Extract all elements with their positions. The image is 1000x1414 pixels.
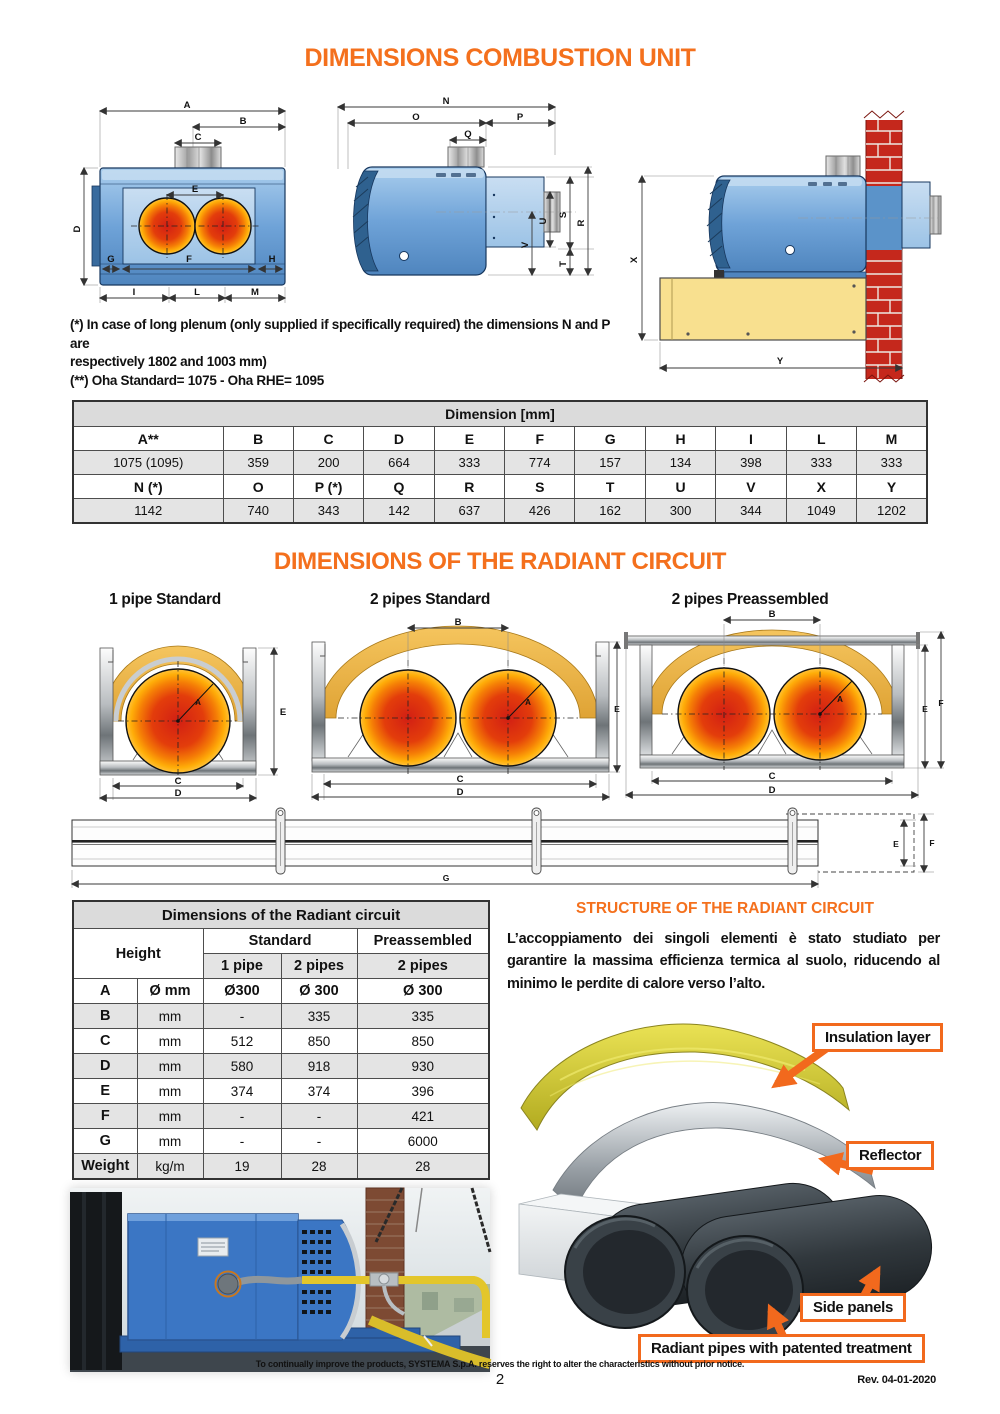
dim-label-e: E	[614, 704, 620, 714]
installation-drawing	[628, 98, 943, 390]
dim-label-o: O	[412, 112, 420, 123]
channel-right	[596, 642, 609, 761]
dim-label-m: M	[251, 287, 259, 298]
cell: E	[434, 427, 504, 451]
pipe-run-drawing	[58, 800, 946, 892]
cell: E	[73, 1079, 137, 1104]
cell: mm	[137, 1104, 203, 1129]
cell: G	[73, 1129, 137, 1154]
pipe-bore-right	[705, 1250, 793, 1330]
cell: 850	[281, 1029, 357, 1054]
cell: Dimensions of the Radiant circuit	[73, 901, 489, 929]
side-view-drawing	[318, 95, 603, 310]
hanger	[788, 808, 797, 874]
dim-label-d: D	[768, 785, 776, 796]
section-2pipes-standard	[298, 612, 623, 804]
cell: Ø 300	[357, 979, 489, 1004]
cell: A	[73, 979, 137, 1004]
cell: X	[786, 475, 856, 499]
dim-label-h: H	[268, 254, 276, 265]
table-row	[73, 1154, 489, 1180]
cell: I	[716, 427, 786, 451]
dim-label-v: V	[520, 241, 531, 249]
cell: 343	[293, 499, 363, 524]
table-row	[73, 901, 489, 929]
structure-paragraph: L’accoppiamento dei singoli elementi è stato studiato per garantire la massima efficienza termica al suolo, riducendo al minimo le perdite di calore verso l’alto.	[507, 931, 940, 992]
channel-left	[640, 645, 652, 755]
cover-flange-right	[916, 632, 920, 649]
cell: P (*)	[293, 475, 363, 499]
cell: 335	[281, 1004, 357, 1029]
dim-label-f: F	[938, 698, 944, 708]
label-2pipes-standard: 2 pipes Standard	[369, 591, 491, 608]
channel-bottom	[312, 758, 609, 772]
cell: C	[73, 1029, 137, 1054]
cell: Ø300	[203, 979, 281, 1004]
dim-label-s: S	[558, 211, 569, 219]
installation-photo	[70, 1188, 490, 1372]
drain-port	[786, 246, 795, 255]
unit-body	[716, 176, 866, 272]
title-structure: STRUCTURE OF THE RADIANT CIRCUIT	[576, 900, 874, 917]
cell: G	[575, 427, 645, 451]
dim-label-e: E	[893, 839, 899, 849]
table-row	[73, 475, 927, 499]
cell: Y	[857, 475, 927, 499]
cell: 359	[223, 451, 293, 475]
cell: R	[434, 475, 504, 499]
cell: 1202	[857, 499, 927, 524]
table-row	[73, 1129, 489, 1154]
dim-label-a: A	[195, 698, 201, 707]
cell: mm	[137, 1129, 203, 1154]
radiant-circuit-table	[72, 900, 490, 1180]
cell: mm	[137, 1004, 203, 1029]
cell: 28	[357, 1154, 489, 1180]
pipe-flange	[218, 1274, 238, 1294]
cell: 333	[857, 451, 927, 475]
cell: -	[281, 1104, 357, 1129]
section-2pipes-preassembled	[616, 606, 948, 806]
side-flange	[92, 186, 100, 266]
cell: F	[73, 1104, 137, 1129]
cell: 200	[293, 451, 363, 475]
structure-illustration	[505, 1010, 945, 1382]
cell: 19	[203, 1154, 281, 1180]
cell: 333	[786, 451, 856, 475]
hanger	[532, 808, 541, 874]
dim-label-t: T	[558, 261, 569, 267]
dim-label-d: D	[72, 225, 83, 233]
dim-label-a: A	[525, 698, 531, 707]
dim-label-b: B	[768, 609, 776, 620]
cell: 2 pipes	[281, 954, 357, 979]
revision-label: Rev. 04-01-2020	[857, 1374, 936, 1386]
table-row	[73, 427, 927, 451]
dim-label-c: C	[768, 771, 776, 782]
cell: Height	[73, 929, 203, 979]
dim-label-q: Q	[464, 129, 472, 140]
callout-side-panels: Side panels	[800, 1293, 906, 1322]
dim-label-g: G	[442, 873, 450, 883]
channel-right	[892, 645, 904, 755]
pipe-bore-left	[583, 1230, 675, 1314]
exploded-view	[505, 1010, 945, 1382]
dim-label-g: G	[107, 254, 115, 265]
cell: A**	[73, 427, 223, 451]
plenum-duct	[660, 278, 866, 340]
cell: 1 pipe	[203, 954, 281, 979]
note-line: (**) Oha Standard= 1075 - Oha RHE= 1095	[70, 372, 324, 388]
hanger	[276, 808, 285, 874]
insulation-arc	[318, 626, 598, 718]
dim-label-c: C	[174, 776, 182, 787]
cell: D	[364, 427, 434, 451]
cell: 774	[505, 451, 575, 475]
cell: D	[73, 1054, 137, 1079]
top-cover	[626, 636, 918, 645]
table-row	[73, 401, 927, 427]
cell: 1075 (1095)	[73, 451, 223, 475]
cell: Preassembled	[357, 929, 489, 954]
cell: 637	[434, 499, 504, 524]
dim-label-l: L	[194, 287, 200, 298]
cell: 740	[223, 499, 293, 524]
cell: L	[786, 427, 856, 451]
cell: 512	[203, 1029, 281, 1054]
page-number: 2	[495, 1371, 505, 1388]
channel-left	[312, 642, 325, 761]
callout-reflector: Reflector	[846, 1141, 934, 1170]
dim-label-d: D	[456, 787, 464, 798]
cell: S	[505, 475, 575, 499]
cell: O	[223, 475, 293, 499]
cell: 421	[357, 1104, 489, 1129]
cell: 6000	[357, 1129, 489, 1154]
dim-label-u: U	[538, 217, 549, 225]
dim-label-f: F	[186, 254, 192, 265]
cell: C	[293, 427, 363, 451]
dim-label-d: D	[174, 788, 182, 799]
cell: B	[73, 1004, 137, 1029]
cell: 2 pipes	[357, 954, 489, 979]
table-row	[73, 1054, 489, 1079]
cell: V	[716, 475, 786, 499]
cell: 157	[575, 451, 645, 475]
dim-label-c: C	[456, 774, 464, 785]
title-radiant: DIMENSIONS OF THE RADIANT CIRCUIT	[273, 548, 727, 575]
cell: 1142	[73, 499, 223, 524]
table-row	[73, 979, 489, 1004]
channel-bottom	[640, 755, 904, 768]
cell: -	[203, 1129, 281, 1154]
dim-label-p: P	[516, 112, 524, 123]
label-2pipes-preassembled: 2 pipes Preassembled	[671, 591, 829, 608]
cell: mm	[137, 1029, 203, 1054]
dimension-table	[72, 400, 928, 524]
dim-label-b: B	[454, 617, 462, 628]
cell: 344	[716, 499, 786, 524]
unit-body	[362, 167, 486, 275]
cell: -	[203, 1004, 281, 1029]
section-1pipe	[78, 618, 293, 803]
chimney	[448, 147, 484, 167]
cell: 918	[281, 1054, 357, 1079]
cell: mm	[137, 1079, 203, 1104]
chimney	[826, 156, 860, 176]
cell: Q	[364, 475, 434, 499]
dim-label-e: E	[922, 704, 928, 714]
dim-label-n: N	[442, 96, 450, 107]
cell: T	[575, 475, 645, 499]
dim-label-r: R	[576, 219, 587, 227]
cell: kg/m	[137, 1154, 203, 1180]
cell: Ø mm	[137, 979, 203, 1004]
table-row	[73, 1029, 489, 1054]
cell: Weight	[73, 1154, 137, 1180]
cell: -	[203, 1104, 281, 1129]
cell: 426	[505, 499, 575, 524]
title-combustion: DIMENSIONS COMBUSTION UNIT	[304, 44, 696, 72]
cell: 930	[357, 1054, 489, 1079]
note-line: (*) In case of long plenum (only supplied if specifically required) the dimensions N and P are	[70, 317, 610, 351]
cell: 333	[434, 451, 504, 475]
cell: Standard	[203, 929, 357, 954]
dim-label-f: F	[929, 838, 935, 848]
drain-port	[400, 252, 409, 261]
table-row	[73, 1104, 489, 1129]
cell: 664	[364, 451, 434, 475]
cell: 335	[357, 1004, 489, 1029]
callout-insulation-layer: Insulation layer	[812, 1023, 943, 1052]
label-1pipe-standard: 1 pipe Standard	[109, 591, 221, 608]
cell: H	[645, 427, 715, 451]
dim-label-y: Y	[776, 356, 784, 367]
cell: 398	[716, 451, 786, 475]
dim-label-i: I	[132, 287, 136, 298]
cell: F	[505, 427, 575, 451]
photo-graphic	[70, 1188, 490, 1372]
burner-cylinder	[930, 196, 941, 234]
callout-radiant-pipes: Radiant pipes with patented treatment	[638, 1334, 925, 1363]
footnotes	[70, 316, 610, 391]
cell: M	[857, 427, 927, 451]
table-row	[73, 929, 489, 954]
cell: Ø 300	[281, 979, 357, 1004]
container-edge	[70, 1192, 122, 1370]
dim-label-x: X	[629, 256, 640, 264]
channel-right	[243, 648, 256, 773]
front-view-drawing	[72, 97, 310, 309]
table-row	[73, 1079, 489, 1104]
cell: 374	[281, 1079, 357, 1104]
cell: 28	[281, 1154, 357, 1180]
chimney	[175, 147, 221, 168]
cell: 162	[575, 499, 645, 524]
cell: 300	[645, 499, 715, 524]
cell: 142	[364, 499, 434, 524]
cell: 396	[357, 1079, 489, 1104]
cell: N (*)	[73, 475, 223, 499]
note-line: respectively 1802 and 1003 mm)	[70, 354, 267, 370]
cell: 134	[645, 451, 715, 475]
footer-disclaimer: To continually improve the products, SYSTEMA S.p.A. reserves the right to alter the characteristics without prior notice.	[255, 1359, 745, 1369]
table-row	[73, 1004, 489, 1029]
cell: -	[281, 1129, 357, 1154]
burner-assembly	[902, 182, 930, 248]
table-row	[73, 451, 927, 475]
cell: B	[223, 427, 293, 451]
dim-label-e: E	[191, 184, 199, 195]
dim-label-a: A	[837, 695, 843, 704]
cover-flange-left	[624, 632, 628, 649]
cell: 580	[203, 1054, 281, 1079]
channel-left	[100, 648, 113, 773]
dim-label-b: B	[239, 116, 247, 127]
cell: 850	[357, 1029, 489, 1054]
dim-label-c: C	[194, 132, 202, 143]
cell: mm	[137, 1054, 203, 1079]
cell: 374	[203, 1079, 281, 1104]
cell: 1049	[786, 499, 856, 524]
cell: U	[645, 475, 715, 499]
dim-label-a: A	[183, 100, 191, 111]
dim-label-e: E	[279, 707, 287, 718]
table-row	[73, 499, 927, 524]
cell: Dimension [mm]	[73, 401, 927, 427]
